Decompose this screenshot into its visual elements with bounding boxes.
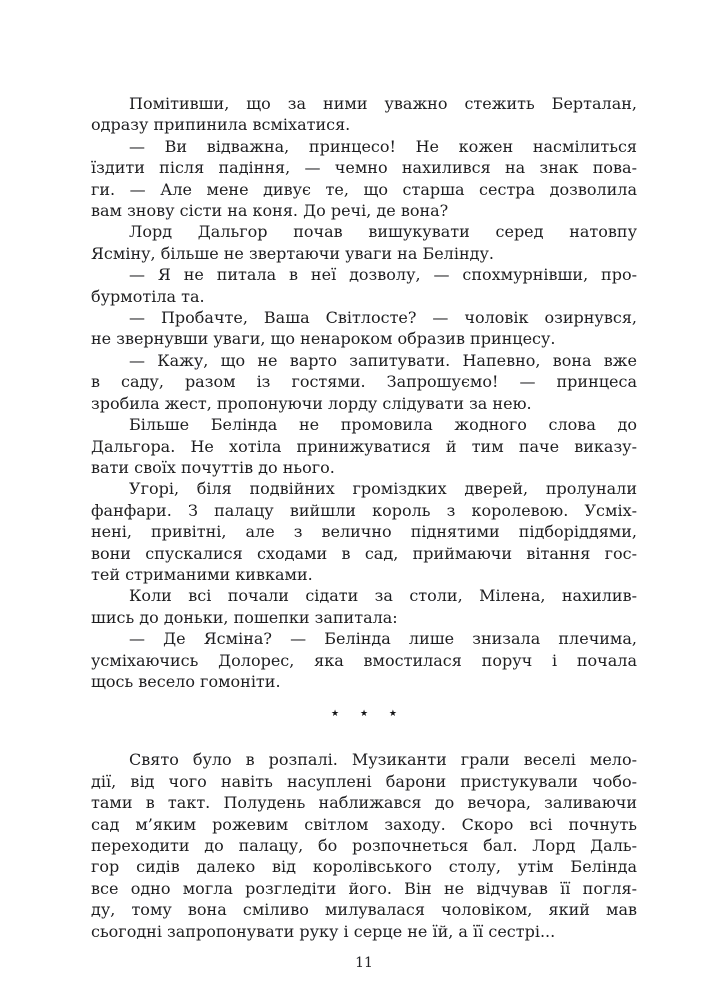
text-line: Свято було в розпалі. Музиканти грали веселі мело-	[129, 750, 637, 770]
page-number: 11	[355, 955, 373, 971]
text-line: ги. — Але мене дивує те, що старша сестра дозволила	[91, 179, 637, 199]
text-line: сьогодні запропонувати руку і серце не їй, а її сестрі...	[91, 921, 556, 941]
paragraph	[91, 628, 637, 692]
text-line: зробила жест, пропонуючи лорду слідувати за нею.	[91, 393, 532, 413]
paragraph	[91, 221, 637, 264]
text-line: Дальгора. Не хотіла принижуватися й тим паче виказу-	[91, 436, 637, 456]
text-line: — Ви відважна, принцесо! Не кожен насмілиться	[129, 136, 637, 156]
section-separator-stars: ★ ★ ★	[331, 709, 406, 720]
text-line: Помітивши, що за ними уважно стежить Берталан,	[129, 94, 637, 113]
text-line: — Кажу, що не варто запитувати. Напевно, вона вже	[129, 350, 637, 370]
paragraph	[91, 749, 637, 942]
text-line: — Пробачте, Ваша Світлосте? — чоловік озирнувся,	[129, 308, 637, 328]
paragraph	[91, 93, 637, 136]
text-line: вам знову сісти на коня. До речі, де вона?	[91, 201, 449, 221]
text-line: — Де Ясміна? — Белінда лише знизала плечима,	[129, 629, 637, 649]
text-line: в саду, разом із гостями. Запрошуємо! — принцеса	[91, 372, 637, 392]
text-line: шись до доньки, пошепки запитала:	[91, 607, 398, 627]
text-line: вати своїх почуттів до нього.	[91, 457, 335, 477]
text-line: фанфари. З палацу вийшли король з королевою. Усміх-	[91, 500, 637, 520]
text-line: все одно могла розгледіти його. Він не відчував її погля-	[91, 878, 637, 898]
paragraph	[91, 585, 637, 628]
text-line: їздити після падіння, — чемно нахилився на знак пова-	[91, 158, 637, 178]
text-line: сад м’яким рожевим світлом заходу. Скоро всі почнуть	[91, 814, 637, 834]
text-line: — Я не питала в неї дозволу, — спохмурнівши, про-	[129, 265, 637, 285]
text-line: тей стриманими кивками.	[91, 564, 313, 584]
text-line: одразу припинила всміхатися.	[91, 115, 351, 135]
text-line: вони спускалися сходами в сад, приймаючи вітання гос-	[91, 543, 637, 563]
paragraph	[91, 307, 637, 350]
text-line: тами в такт. Полудень наближався до вечора, заливаючи	[91, 793, 637, 813]
paragraph	[91, 264, 637, 307]
text-line: дії, від чого навіть насуплені барони пристукували чобо-	[91, 771, 637, 791]
text-line: нені, привітні, але з велично піднятими підборіддями,	[91, 522, 637, 542]
text-line: бурмотіла та.	[91, 286, 205, 306]
text-line: Ясміну, більше не звертаючи уваги на Белінду.	[91, 243, 494, 263]
paragraph	[91, 136, 637, 222]
text-line: гор сидів далеко від королівського столу, утім Белінда	[91, 857, 637, 877]
paragraph	[91, 414, 637, 478]
text-line: не звернувши уваги, що ненароком образив принцесу.	[91, 329, 556, 349]
text-line: Більше Белінда не промовила жодного слова до	[129, 415, 637, 435]
paragraph	[91, 478, 637, 585]
text-line: Лорд Дальгор почав вишукувати серед натовпу	[129, 222, 637, 242]
paragraph	[91, 350, 637, 414]
text-line: усміхаючись Долорес, яка вмостилася поруч і почала	[91, 650, 637, 670]
text-line: переходити до палацу, бо розпочнеться бал. Лорд Даль-	[91, 836, 637, 855]
text-line: Угорі, біля подвійних громіздких дверей, пролунали	[129, 479, 637, 499]
text-line: щось весело гомоніти.	[91, 671, 281, 691]
text-line: ду, тому вона сміливо милувалася чоловіком, який мав	[91, 900, 637, 920]
page-text-block	[91, 93, 637, 942]
text-line: Коли всі почали сідати за столи, Мілена, нахилив-	[129, 586, 637, 606]
